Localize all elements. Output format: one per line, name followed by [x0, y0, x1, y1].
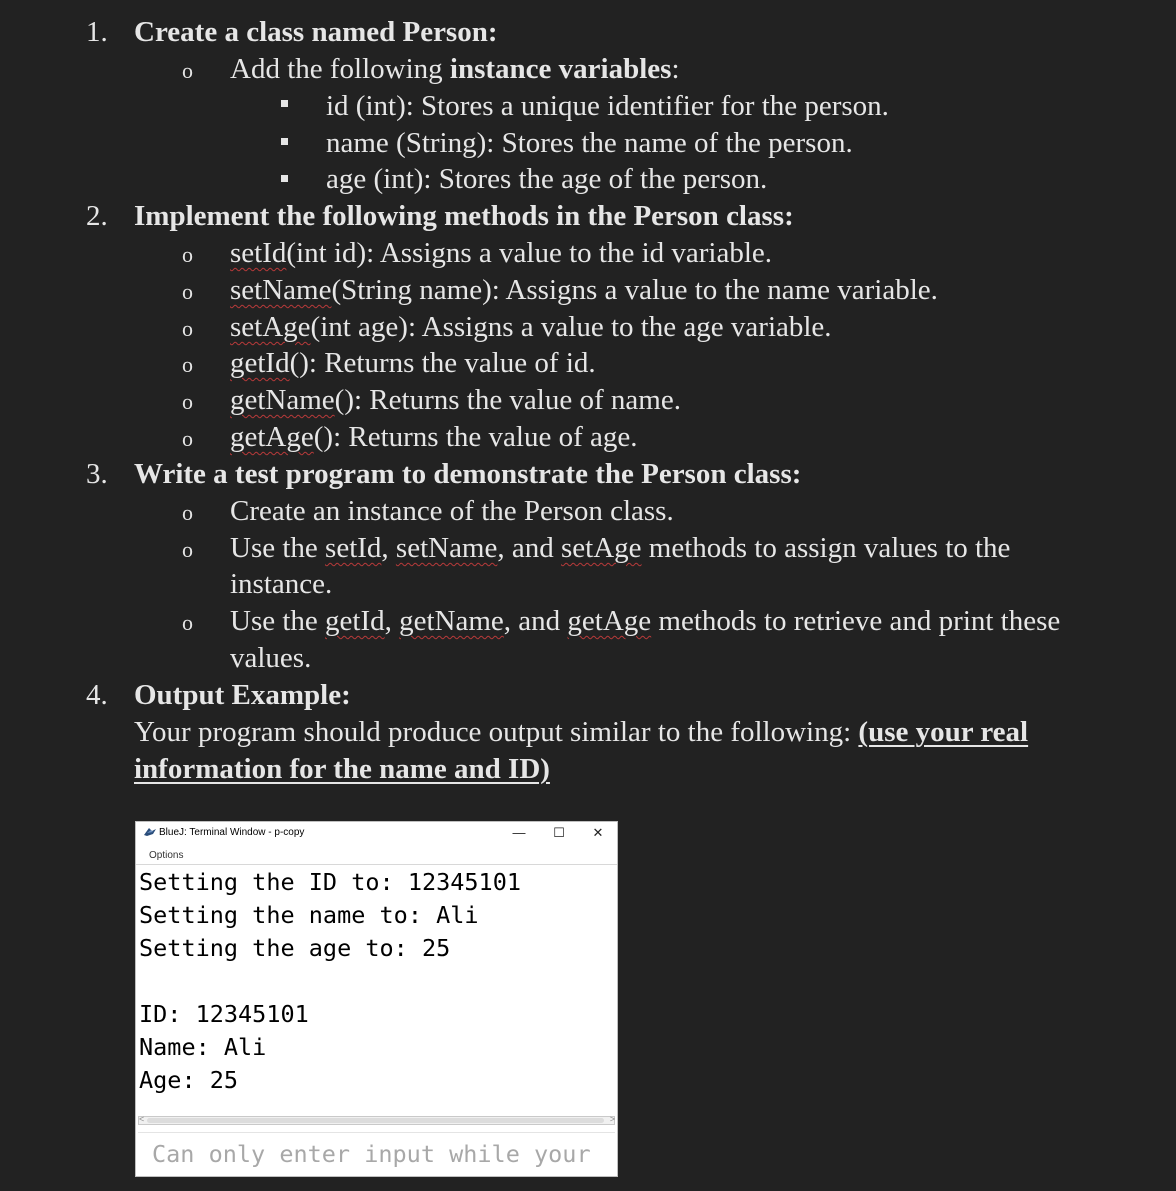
square-bullet-icon — [281, 138, 288, 145]
close-button[interactable]: ✕ — [592, 825, 604, 840]
circle-bullet-icon: o — [182, 316, 193, 341]
method-name: setAge — [230, 311, 311, 343]
circle-bullet-icon: o — [182, 58, 193, 83]
section-1-heading: Create a class named Person: — [134, 16, 498, 48]
section-4-text — [134, 714, 1028, 750]
output-line: ID: 12345101 — [139, 1000, 309, 1028]
section-3-number: 3. — [86, 458, 108, 490]
test-item-create: Create an instance of the Person class. — [230, 495, 674, 527]
method-name: getName — [399, 605, 504, 637]
bold-underlined-text: (use your real — [858, 716, 1029, 748]
circle-bullet-icon: o — [182, 352, 193, 377]
method-name: getName — [230, 384, 335, 416]
circle-bullet-icon: o — [182, 242, 193, 267]
test-item-setters-cont: instance. — [230, 568, 333, 600]
method-desc: (): Returns the value of id. — [289, 347, 596, 379]
method-item — [230, 419, 637, 455]
method-item — [230, 309, 832, 345]
method-desc: (): Returns the value of age. — [313, 421, 638, 453]
method-name: setId — [230, 237, 287, 269]
text-fragment: methods to retrieve and print these — [651, 605, 1061, 637]
variable-item: age (int): Stores the age of the person. — [326, 163, 768, 195]
method-desc: (): Returns the value of name. — [334, 384, 681, 416]
text-fragment: Your program should produce output similar to the following: — [134, 716, 859, 748]
subitem-suffix: : — [671, 53, 680, 85]
section-4-heading: Output Example: — [134, 679, 351, 711]
circle-bullet-icon: o — [182, 426, 193, 451]
terminal-output[interactable] — [139, 866, 615, 1112]
horizontal-scrollbar[interactable] — [138, 1116, 615, 1125]
square-bullet-icon — [281, 100, 288, 107]
circle-bullet-icon: o — [182, 610, 193, 635]
method-name: getAge — [230, 421, 314, 453]
output-line: Setting the ID to: 12345101 — [139, 868, 522, 896]
method-name: getId — [230, 347, 290, 379]
text-fragment: , — [381, 532, 396, 564]
output-line: Name: Ali — [139, 1033, 267, 1061]
output-line: Setting the age to: 25 — [139, 934, 451, 962]
section-3-heading: Write a test program to demonstrate the Person class: — [134, 458, 802, 490]
text-fragment: Use the — [230, 605, 326, 637]
menu-options[interactable]: Options — [149, 850, 184, 861]
test-item-getters-cont: values. — [230, 642, 312, 674]
circle-bullet-icon: o — [182, 537, 193, 562]
scroll-left-icon[interactable]: < — [139, 1114, 145, 1124]
bluej-bird-icon — [143, 826, 157, 838]
method-name: getAge — [567, 605, 652, 637]
terminal-title: BlueJ: Terminal Window - p-copy — [159, 827, 305, 838]
output-line: Setting the name to: Ali — [139, 901, 479, 929]
circle-bullet-icon: o — [182, 500, 193, 525]
square-bullet-icon — [281, 175, 288, 182]
maximize-button[interactable]: ☐ — [553, 825, 565, 840]
method-desc: (int age): Assigns a value to the age variable. — [310, 311, 832, 343]
terminal-titlebar[interactable] — [136, 822, 617, 844]
subitem-bold: instance variables — [449, 53, 672, 85]
method-name: setName — [395, 532, 498, 564]
output-line — [139, 965, 615, 998]
text-fragment: methods to assign values to the — [641, 532, 1011, 564]
method-item — [230, 382, 681, 418]
text-fragment: , and — [497, 532, 561, 564]
section-2-number: 2. — [86, 200, 108, 232]
variable-item: name (String): Stores the name of the person. — [326, 127, 853, 159]
text-fragment: Use the — [230, 532, 326, 564]
section-1-number: 1. — [86, 16, 108, 48]
test-item-getters — [230, 603, 1060, 639]
scroll-right-icon[interactable]: > — [609, 1114, 615, 1124]
section-1-subitem — [230, 51, 680, 87]
circle-bullet-icon: o — [182, 389, 193, 414]
method-desc: (int id): Assigns a value to the id variable. — [286, 237, 773, 269]
section-4-text-cont: information for the name and ID) — [134, 753, 550, 785]
text-fragment: , — [384, 605, 400, 637]
variable-item: id (int): Stores a unique identifier for the person. — [326, 90, 889, 122]
method-desc: (String name): Assigns a value to the name variable. — [331, 274, 938, 306]
method-name: setName — [230, 274, 332, 306]
method-name: setId — [325, 532, 382, 564]
terminal-menubar — [136, 846, 617, 865]
method-name: setAge — [561, 532, 642, 564]
output-line: Age: 25 — [139, 1066, 239, 1094]
scrollbar-thumb[interactable] — [147, 1118, 604, 1123]
method-item — [230, 272, 938, 308]
method-item — [230, 345, 596, 381]
text-fragment: , and — [503, 605, 568, 637]
subitem-prefix: Add the following — [230, 53, 450, 85]
method-item — [230, 235, 772, 271]
terminal-window — [135, 821, 618, 1177]
method-name: getId — [325, 605, 385, 637]
section-4-number: 4. — [86, 679, 108, 711]
input-hint-text: Can only enter input while your — [152, 1140, 591, 1168]
section-2-heading: Implement the following methods in the Person class: — [134, 200, 794, 232]
test-item-setters — [230, 530, 1010, 566]
minimize-button[interactable]: — — [512, 825, 526, 840]
terminal-input-area[interactable] — [138, 1132, 615, 1175]
circle-bullet-icon: o — [182, 279, 193, 304]
